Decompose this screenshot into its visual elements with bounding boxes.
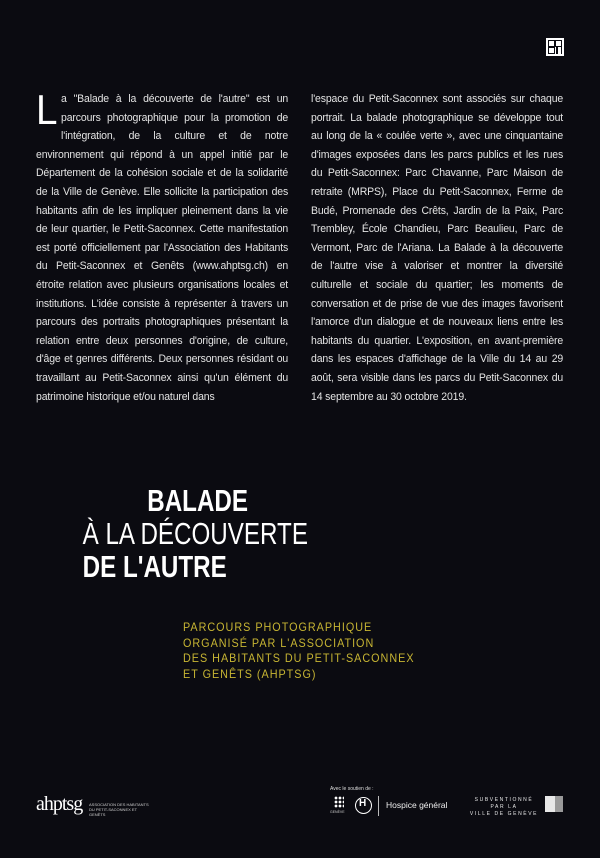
ahptsg-logo-caption: ASSOCIATION DES HABITANTS DU PETIT-SACONNEX ET GENÊTS [89, 802, 149, 817]
geneve-sponsor-caption: GENÈVE [330, 810, 345, 814]
intro-text-left: a "Balade à la découverte de l'autre" est un parcours photographique pour la promotion de l'intégration, de la culture et de notre environnement qui répond à un appel initié par le Département de la cohésion sociale et de la solidarité de la Ville de Genève. Elle sollicite la participation des habitants afin de les impliquer pleinement dans la vie de leur quartier, le Petit-Saconnex. Cette manifestation est porté officiellement par l'Association des Habitants du Petit-Saconnex et Genêts (www.ahptsg.ch) en étroite relation avec plusieurs organisations locales et institutions. L'idée consiste à représenter à travers un parcours des portraits photographiques présentant la relation entre deux personnes d'origine, de culture, d'âge et genres différents. Deux personnes résidant ou travaillant au Petit-Saconnex ainsi qu'un élément du patrimoine historique et/ou naturel dans [36, 93, 289, 403]
subtitle-line: ET GENÊTS (AHPTSG) [183, 666, 317, 681]
qr-code-icon [546, 38, 564, 56]
divider [378, 796, 379, 816]
geneve-sponsor-logo [332, 796, 346, 818]
support-label: Avec le soutien de : [330, 786, 374, 792]
subtitle-line: PARCOURS PHOTOGRAPHIQUE [183, 620, 373, 634]
subsidy-line: PAR LA [490, 804, 518, 810]
intro-column-left [36, 86, 289, 406]
subsidy-line: SUBVENTIONNÉ [474, 797, 534, 803]
ahptsg-logo [36, 793, 149, 823]
title-line-1: BALADE [147, 483, 248, 518]
dots-icon [334, 796, 344, 808]
hospice-general-label: Hospice général [386, 800, 448, 810]
title-line-2: À LA DÉCOUVERTE [82, 516, 308, 551]
subsidy-label [463, 797, 545, 818]
intro-column-right [311, 90, 563, 406]
geneva-coat-of-arms-icon [545, 796, 565, 816]
subtitle-line: ORGANISÉ PAR L'ASSOCIATION [183, 635, 375, 650]
subsidy-line: VILLE DE GENÈVE [469, 811, 539, 817]
hospice-general-icon [355, 797, 372, 814]
intro-paragraph-left [36, 86, 289, 406]
poster-title [36, 483, 308, 584]
title-line-3: DE L'AUTRE [82, 549, 227, 584]
ahptsg-logo-mark: ahptsg [36, 793, 83, 815]
organizer-subtitle [183, 620, 415, 682]
subtitle-line: DES HABITANTS DU PETIT-SACONNEX [183, 651, 415, 665]
drop-cap: L [36, 86, 58, 133]
intro-text-right: l'espace du Petit-Saconnex sont associés sur chaque portrait. La balade photographique se développe tout au long de la « coulée verte », avec une cinquantaine d'images exposées dans les parcs publics et les rues du Petit-Saconnex: Parc Chavanne, Parc Maison de retraite (MRPS), Place du Petit-Saconnex, Ferme de Budé, Promenade des Crêts, Jardin de la Paix, Parc Trembley, École Chandieu, Parc Beaulieu, Parc de Vermont, Parc de l'Ariana. La Balade à la découverte de l'autre vise à valoriser et montrer la diversité culturelle et sociale du quartier; les moments de conversation et de prise de vue des images favorisent l'amorce d'un dialogue et de nouveaux liens entre les habitants du quartier. L'exposition, en avant-première dans les espaces d'affichage de la Ville du 14 au 29 août, sera visible dans les parcs du Petit-Saconnex du 14 septembre au 30 octobre 2019. [311, 93, 564, 403]
